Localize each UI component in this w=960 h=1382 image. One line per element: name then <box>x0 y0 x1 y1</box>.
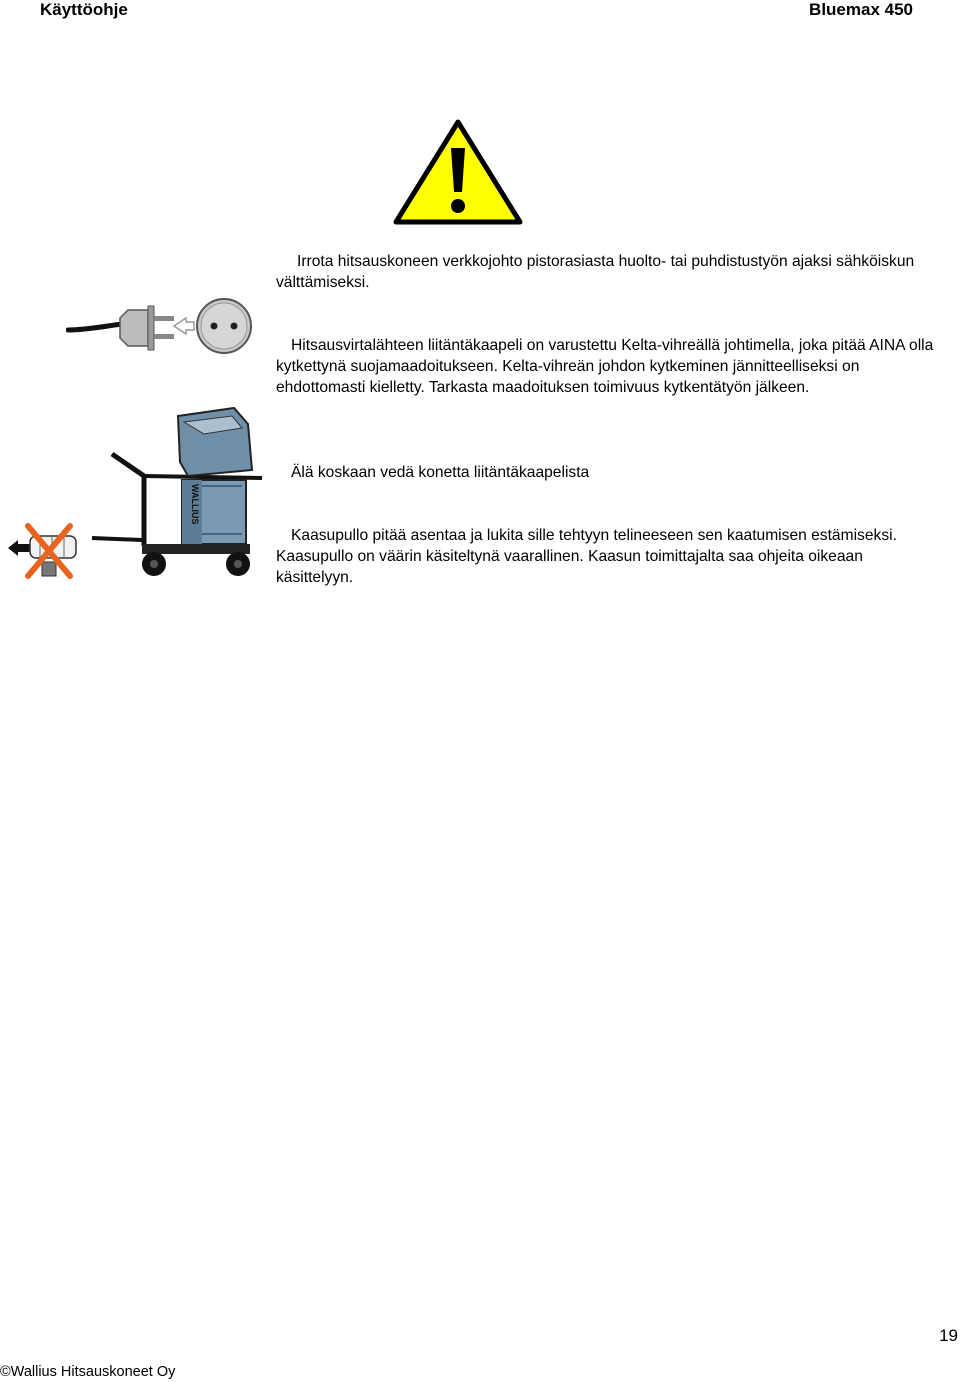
paragraph-gas-cylinder-text: Kaasupullo pitää asentaa ja lukita sille tehtyyn telineeseen sen kaatumisen estämiseksi. Kaasupullo on väärin käsiteltynä vaarallinen. Kaasun toimittajalta saa ohjeita oikeaan käsittelyyn. <box>276 527 897 586</box>
paragraph-grounding <box>276 335 936 398</box>
plug-socket-icon <box>66 296 252 358</box>
paragraph-disconnect <box>276 251 936 293</box>
welding-machine-cart-icon <box>92 404 268 582</box>
warning-triangle-icon <box>392 118 524 226</box>
paragraph-disconnect-text: Irrota hitsauskoneen verkkojohto pistorasiasta huolto- tai puhdistustyön ajaksi sähköiskun välttämiseksi. <box>276 253 915 291</box>
no-pulling-cable-icon <box>6 520 84 584</box>
paragraph-grounding-text: Hitsausvirtalähteen liitäntäkaapeli on varustettu Kelta-vihreällä johtimella, joka pitää AINA olla kytkettynä suojamaadoitukseen. Kelta-vihreän johdon kytkeminen jännitteelliseksi on ehdottomasti kielletty. Tarkasta maadoituksen toimivuus kytkentätyön jälkeen. <box>276 337 934 396</box>
page-number: 19 <box>939 1326 958 1345</box>
machine-brand-label: WALLIUS <box>190 484 200 525</box>
paragraph-gas-cylinder <box>276 525 936 588</box>
footer-copyright: ©Wallius Hitsauskoneet Oy <box>0 1364 176 1380</box>
header-title: Käyttöohje <box>40 0 128 19</box>
header-product: Bluemax 450 <box>809 0 913 19</box>
paragraph-no-pulling-text: Älä koskaan vedä konetta liitäntäkaapelista <box>291 464 590 481</box>
paragraph-no-pulling <box>276 462 936 483</box>
